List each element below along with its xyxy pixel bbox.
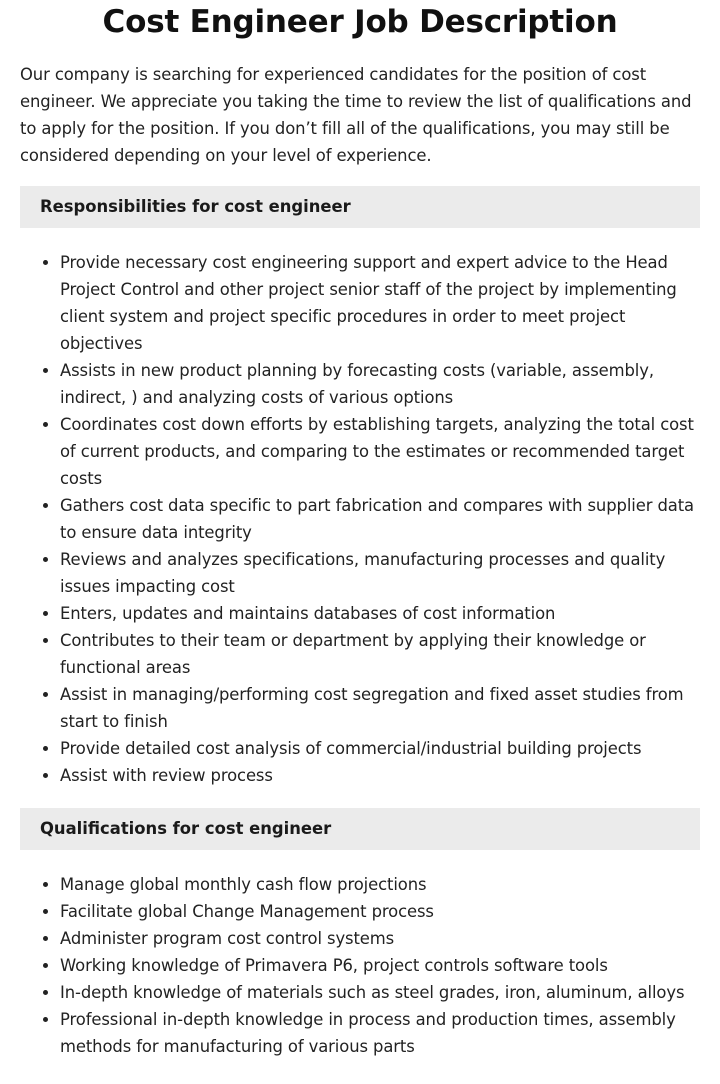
list-item: • Assist with review process [60,762,700,789]
list-item: • Administer program cost control systems [60,925,700,952]
intro-paragraph: Our company is searching for experienced candidates for the position of cost engineer. We appreciate you taking the time to review the list of qualifications and to apply for the position. If you don’t fill all of the qualifications, you may still be considered depending on your level of experience. [20,65,692,165]
list-item: • Manage global monthly cash flow projections [60,871,700,898]
list-item: • Professional in-depth knowledge in process and production times, assembly methods for manufacturing of various parts [60,1006,700,1060]
list-item: • Assists in new product planning by forecasting costs (variable, assembly, indirect, ) and analyzing costs of various options [60,357,700,411]
list-item: • Reviews and analyzes specifications, manufacturing processes and quality issues impacting cost [60,546,700,600]
list-item: • In-depth knowledge of materials such as steel grades, iron, aluminum, alloys [60,979,700,1006]
list-item: • Working knowledge of Primavera P6, project controls software tools [60,952,700,979]
list-item: • Enters, updates and maintains databases of cost information [60,600,700,627]
list-item: • Provide necessary cost engineering support and expert advice to the Head Project Control and other project senior staff of the project by implementing client system and project specific procedures in order to meet project objectives [60,249,700,357]
qualifications-heading: Qualifications for cost engineer [20,808,700,850]
list-item: • Facilitate global Change Management process [60,898,700,925]
list-item: • Gathers cost data specific to part fabrication and compares with supplier data to ensure data integrity [60,492,700,546]
page-title: Cost Engineer Job Description [102,4,618,40]
responsibilities-heading: Responsibilities for cost engineer [20,186,700,228]
qualifications-list [20,871,700,1060]
list-item: • Provide detailed cost analysis of commercial/industrial building projects [60,735,700,762]
responsibilities-list [20,249,700,789]
list-item: • Assist in managing/performing cost segregation and fixed asset studies from start to finish [60,681,700,735]
list-item: • Contributes to their team or department by applying their knowledge or functional areas [60,627,700,681]
list-item: • Coordinates cost down efforts by establishing targets, analyzing the total cost of current products, and comparing to the estimates or recommended target costs [60,411,700,492]
